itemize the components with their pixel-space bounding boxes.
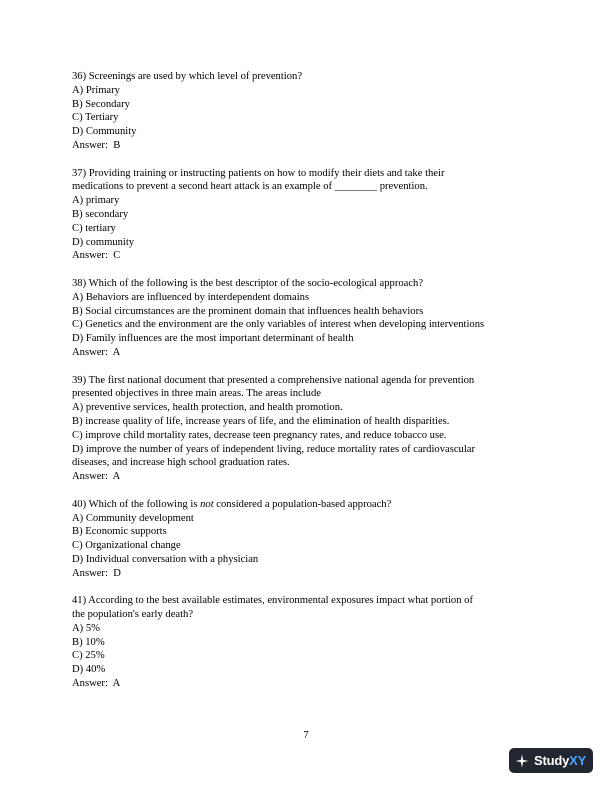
answer-option-a: A) 5% xyxy=(72,622,100,634)
answer-value: A xyxy=(112,346,121,358)
question-stem-line: 38) Which of the following is the best descriptor of the socio-ecological approach? xyxy=(72,277,424,289)
answer-option-b: B) Social circumstances are the prominent domain that influences health behaviors xyxy=(72,305,424,317)
answer-option-d: D) 40% xyxy=(72,664,106,676)
answer-option-d: D) Community xyxy=(72,126,137,138)
answer-option-d: D) Family influences are the most important determinant of health xyxy=(72,333,354,345)
document-body xyxy=(72,70,548,705)
question-41 xyxy=(72,594,548,691)
answer-line xyxy=(72,346,548,360)
answer-option-d: D) community xyxy=(72,236,135,248)
sparkle-plus-icon xyxy=(515,754,529,768)
question-40 xyxy=(72,498,548,581)
answer-line xyxy=(72,567,548,581)
answer-option-a: A) preventive services, health protection, and health promotion. xyxy=(72,402,343,414)
question-stem-line: medications to prevent a second heart attack is an example of ________ prevention. xyxy=(72,181,428,193)
answer-option-c: C) tertiary xyxy=(72,222,116,234)
question-stem-line: presented objectives in three main areas. The areas include xyxy=(72,388,321,400)
answer-label: Answer: xyxy=(72,250,114,262)
answer-option-c: C) Tertiary xyxy=(72,112,119,124)
answer-label: Answer: xyxy=(72,346,113,358)
answer-option-b: B) Economic supports xyxy=(72,526,167,538)
question-stem-line: 41) According to the best available estimates, environmental exposures impact what portion of xyxy=(72,595,473,607)
answer-label: Answer: xyxy=(72,567,114,579)
answer-label: Answer: xyxy=(72,471,113,483)
answer-option-c: C) 25% xyxy=(72,650,105,662)
answer-line xyxy=(72,249,548,263)
brand-name-accent: XY xyxy=(569,753,587,768)
answer-option-d: D) improve the number of years of independent living, reduce mortality rates of cardiovascular xyxy=(72,443,476,455)
answer-value: C xyxy=(113,250,121,262)
question-stem-line: 39) The first national document that presented a comprehensive national agenda for prevention xyxy=(72,374,475,386)
stem-text-after: considered a population-based approach? xyxy=(213,498,392,510)
answer-value: A xyxy=(112,471,121,483)
answer-label: Answer: xyxy=(72,139,114,151)
answer-option-b: B) Secondary xyxy=(72,98,130,110)
answer-value: D xyxy=(113,567,121,579)
question-37 xyxy=(72,167,548,264)
answer-option-d: D) Individual conversation with a physician xyxy=(72,553,259,565)
answer-option-d-continued: diseases, and increase high school graduation rates. xyxy=(72,457,290,469)
page-number: 7 xyxy=(303,730,309,741)
answer-line xyxy=(72,470,548,484)
question-stem-line: 37) Providing training or instructing patients on how to modify their diets and take their xyxy=(72,167,445,179)
answer-line xyxy=(72,139,548,153)
question-38 xyxy=(72,277,548,360)
answer-option-a: A) Primary xyxy=(72,84,120,96)
answer-label: Answer: xyxy=(72,678,113,690)
question-36 xyxy=(72,70,548,153)
answer-option-b: B) 10% xyxy=(72,636,105,648)
answer-value: B xyxy=(113,139,121,151)
question-stem-line: the population's early death? xyxy=(72,609,194,621)
answer-option-a: A) Behaviors are influenced by interdependent domains xyxy=(72,291,310,303)
question-stem-line xyxy=(72,498,548,512)
answer-option-c: C) Genetics and the environment are the only variables of interest when developing interventions xyxy=(72,319,485,331)
answer-value: A xyxy=(112,678,121,690)
answer-option-a: A) Community development xyxy=(72,512,194,524)
stem-text-before: 40) Which of the following is xyxy=(72,498,201,510)
brand-name xyxy=(534,753,586,768)
answer-option-a: A) primary xyxy=(72,195,120,207)
studyxy-brand-badge[interactable] xyxy=(509,748,593,773)
question-stem-line: 36) Screenings are used by which level of prevention? xyxy=(72,71,303,82)
answer-option-b: B) increase quality of life, increase years of life, and the elimination of health disparities. xyxy=(72,415,450,427)
answer-line xyxy=(72,677,548,691)
answer-option-c: C) improve child mortality rates, decrease teen pregnancy rates, and reduce tobacco use. xyxy=(72,429,447,441)
answer-option-c: C) Organizational change xyxy=(72,540,181,552)
question-39 xyxy=(72,374,548,484)
answer-option-b: B) secondary xyxy=(72,208,129,220)
stem-emphasis: not xyxy=(200,498,214,510)
brand-name-main: Study xyxy=(534,753,570,768)
